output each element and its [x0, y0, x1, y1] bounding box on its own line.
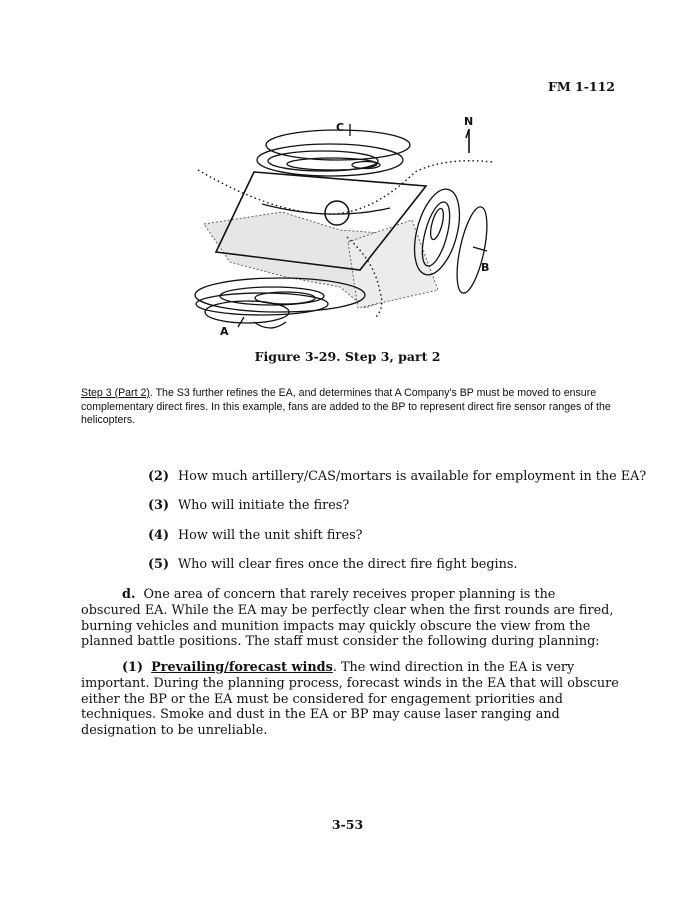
position-label-b: B	[481, 261, 490, 274]
a-tick	[238, 317, 244, 327]
figure-caption	[81, 387, 621, 428]
question-number: (5)	[148, 557, 170, 572]
position-label-a: A	[220, 325, 229, 338]
paragraph-1-text: . The wind direction in the EA is very important. During the planning process, forecast winds in the EA that will obscure either the BP or the EA must be considered for engagement priorities and techniques. Smoke and dust in the EA or BP may cause laser ranging and designation to be unreliable.	[81, 660, 619, 739]
caption-lead: Step 3 (Part 2)	[81, 387, 150, 399]
paragraph-1-number: (1)	[122, 660, 144, 675]
paragraph-1	[81, 660, 619, 739]
caption-text: . The S3 further refines the EA, and determines that A Company's BP must be moved to ensure complementary direct fires. In this example, fans are added to the BP to represent direct fire sensor ranges of the helicopters.	[81, 387, 611, 427]
question-item	[148, 498, 349, 513]
north-label: N	[464, 115, 474, 128]
question-item	[148, 557, 518, 572]
question-text: Who will clear fires once the direct fire fight begins.	[178, 557, 518, 572]
page-header: FM 1-112	[547, 79, 615, 94]
question-item	[148, 528, 363, 543]
figure-title: Figure 3-29. Step 3, part 2	[254, 349, 441, 364]
target-circle	[325, 201, 349, 225]
tactical-figure	[190, 112, 510, 347]
question-text: How will the unit shift fires?	[178, 528, 363, 543]
page-number: 3-53	[331, 817, 364, 832]
paragraph-d-label: d.	[122, 587, 136, 602]
north-arrow-icon	[466, 129, 469, 153]
position-label-c: C	[336, 121, 345, 134]
question-text: Who will initiate the fires?	[178, 498, 350, 513]
question-item	[148, 469, 646, 484]
paragraph-d-text: One area of concern that rarely receives proper planning is the obscured EA. While the EA may be perfectly clear when the first rounds are fired, burning vehicles and munition impacts may quickly obscure the view from the planned battle positions. The staff must consider the following during planning:	[81, 587, 614, 650]
paragraph-d	[81, 587, 619, 650]
question-number: (4)	[148, 528, 170, 543]
question-number: (2)	[148, 469, 170, 484]
paragraph-1-heading: Prevailing/forecast winds	[151, 660, 333, 675]
question-text: How much artillery/CAS/mortars is available for employment in the EA?	[178, 469, 647, 484]
question-number: (3)	[148, 498, 170, 513]
terrain-contours-c	[257, 130, 410, 176]
